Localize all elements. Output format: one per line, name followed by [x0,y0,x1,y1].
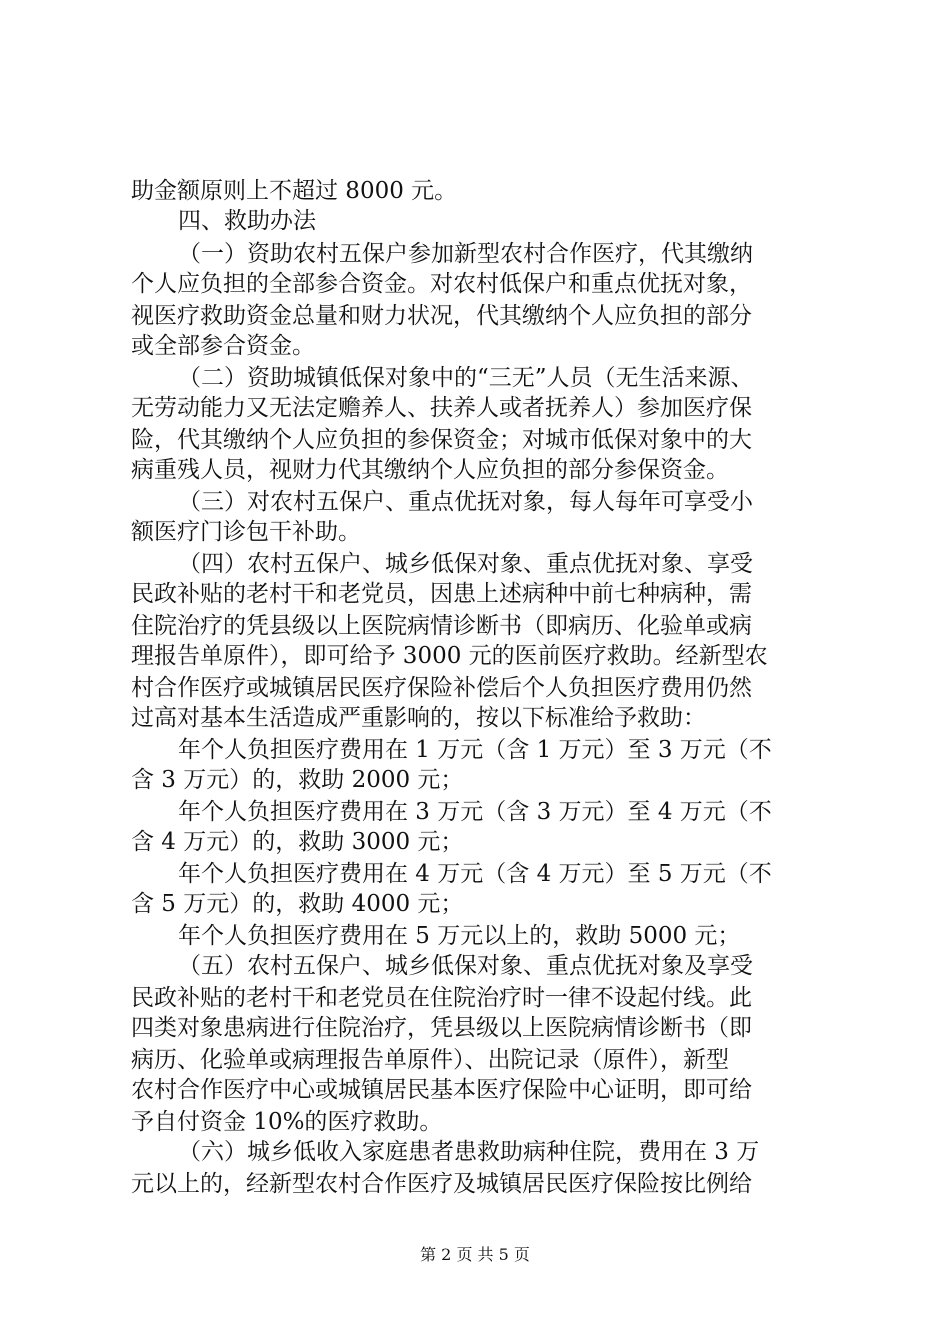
text-line: 年个人负担医疗费用在 1 万元（含 1 万元）至 3 万元（不 [178,737,772,763]
text-line: （一）资助农村五保户参加新型农村合作医疗，代其缴纳 [178,241,753,267]
text-line: 视医疗救助资金总量和财力状况，代其缴纳个人应负担的部分 [131,303,752,329]
text-line: 额医疗门诊包干补助。 [131,519,361,545]
text-line: 元以上的，经新型农村合作医疗及城镇居民医疗保险按比例给 [131,1171,752,1197]
text-line: （三）对农村五保户、重点优抚对象，每人每年可享受小 [178,489,753,515]
text-line: 住院治疗的凭县级以上医院病情诊断书（即病历、化验单或病 [131,613,752,639]
text-line: 含 5 万元）的，救助 4000 元； [131,891,464,917]
text-line: 病历、化验单或病理报告单原件）、出院记录（原件），新型 [131,1047,729,1073]
text-line: 险，代其缴纳个人应负担的参保资金；对城市低保对象中的大 [131,427,752,453]
text-line: 过高对基本生活造成严重影响的，按以下标准给予救助： [131,705,706,731]
page-footer: 第 2 页 共 5 页 [420,1245,530,1264]
text-line: 农村合作医疗中心或城镇居民基本医疗保险中心证明，即可给 [131,1077,752,1103]
text-line: 无劳动能力又无法定赡养人、扶养人或者抚养人）参加医疗保 [131,395,752,421]
text-line: 年个人负担医疗费用在 4 万元（含 4 万元）至 5 万元（不 [178,861,772,887]
text-line: 四类对象患病进行住院治疗，凭县级以上医院病情诊断书（即 [131,1015,752,1041]
text-line: 含 3 万元）的，救助 2000 元； [131,767,464,793]
text-line: 年个人负担医疗费用在 3 万元（含 3 万元）至 4 万元（不 [178,799,772,825]
text-line: 民政补贴的老村干和老党员在住院治疗时一律不设起付线。此 [131,985,752,1011]
text-line: 村合作医疗或城镇居民医疗保险补偿后个人负担医疗费用仍然 [131,675,752,701]
text-line: （四）农村五保户、城乡低保对象、重点优抚对象、享受 [178,551,753,577]
text-line: 理报告单原件），即可给予 3000 元的医前医疗救助。经新型农 [131,643,768,669]
text-line: 民政补贴的老村干和老党员，因患上述病种中前七种病种，需 [131,581,752,607]
text-line: 含 4 万元）的，救助 3000 元； [131,829,464,855]
text-line: 助金额原则上不超过 8000 元。 [131,178,458,204]
text-line: 予自付资金 10%的医疗救助。 [131,1109,443,1135]
text-line: （二）资助城镇低保对象中的“三无”人员（无生活来源、 [178,365,754,391]
text-line: （六）城乡低收入家庭患者患救助病种住院，费用在 3 万 [178,1139,760,1165]
text-line: （五）农村五保户、城乡低保对象、重点优抚对象及享受 [178,953,753,979]
section-heading: 四、救助办法 [178,208,316,234]
text-line: 年个人负担医疗费用在 5 万元以上的，救助 5000 元； [178,923,741,949]
text-line: 或全部参合资金。 [131,333,315,359]
text-line: 个人应负担的全部参合资金。对农村低保户和重点优抚对象， [131,271,752,297]
text-line: 病重残人员，视财力代其缴纳个人应负担的部分参保资金。 [131,457,729,483]
